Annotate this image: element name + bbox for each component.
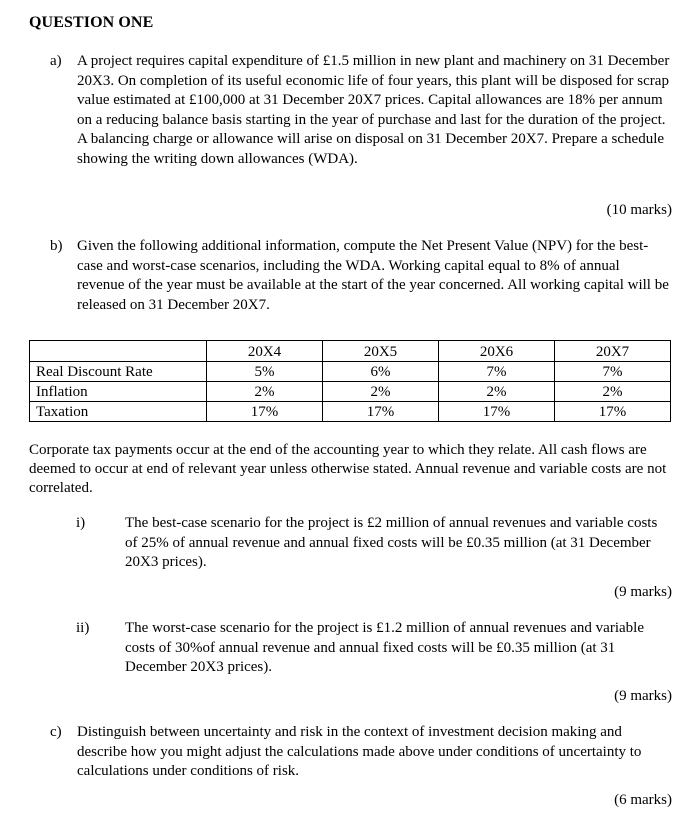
table-row-label: Real Discount Rate	[30, 362, 207, 382]
part-c	[50, 723, 670, 782]
rates-table	[29, 340, 671, 422]
table-cell: 2%	[323, 382, 439, 402]
table-cell: 2%	[555, 382, 671, 402]
subpart-i	[76, 514, 666, 573]
table-header-cell: 20X7	[555, 341, 671, 362]
part-b-label: b)	[50, 238, 63, 254]
table-header-cell: 20X5	[323, 341, 439, 362]
table-row	[30, 362, 671, 382]
table-row-label: Inflation	[30, 382, 207, 402]
tax-note: Corporate tax payments occur at the end of the accounting year to which they relate. All cash flows are deemed to occur at end of relevant year unless otherwise stated. Annual revenue and variable costs are not correlated.	[29, 442, 667, 496]
table-cell: 6%	[323, 362, 439, 382]
table-cell: 2%	[207, 382, 323, 402]
table-cell: 7%	[555, 362, 671, 382]
table-cell: 2%	[439, 382, 555, 402]
table-header-cell: 20X4	[207, 341, 323, 362]
part-c-label: c)	[50, 724, 62, 740]
part-a-text: A project requires capital expenditure of £1.5 million in new plant and machinery on 31 December 20X3. On completion of its useful economic life of four years, this plant will be disposed for scrap value estimated at £100,000 at 31 December 20X7 prices. Capital allowances are 18% per annum on a reducing balance basis starting in the year of purchase and last for the duration of the project. A balancing charge or allowance will arise on disposal on 31 December 20X7. Prepare a schedule showing the writing down allowances (WDA).	[77, 53, 670, 167]
part-b	[50, 237, 670, 315]
table-row-label: Taxation	[30, 402, 207, 422]
subpart-i-text: The best-case scenario for the project is £2 million of annual revenues and variable costs of 25% of annual revenue and annual fixed costs will be £0.35 million (at 31 December 20X3 prices).	[125, 515, 658, 570]
subpart-i-label: i)	[76, 515, 86, 531]
table-row	[30, 382, 671, 402]
part-b-text: Given the following additional information, compute the Net Present Value (NPV) for the best-case and worst-case scenarios, including the WDA. Working capital equal to 8% of annual revenue of the year must be available at the start of the year concerned. All working capital will be released on 31 December 20X7.	[77, 238, 669, 313]
subpart-ii	[76, 619, 666, 678]
subpart-ii-text: The worst-case scenario for the project is £1.2 million of annual revenues and variable costs of 30%of annual revenue and annual fixed costs will be £0.35 million (at 31 December 20X3 prices).	[125, 620, 644, 675]
table-cell: 17%	[555, 402, 671, 422]
subpart-ii-marks: (9 marks)	[614, 688, 672, 704]
table-header-cell: 20X6	[439, 341, 555, 362]
table-row	[30, 402, 671, 422]
table-header-cell	[30, 341, 207, 362]
question-heading: QUESTION ONE	[29, 14, 154, 31]
part-c-marks: (6 marks)	[614, 792, 672, 808]
subpart-ii-label: ii)	[76, 620, 90, 636]
table-cell: 17%	[323, 402, 439, 422]
part-a-label: a)	[50, 53, 62, 69]
part-a-marks: (10 marks)	[606, 202, 672, 218]
table-cell: 5%	[207, 362, 323, 382]
table-header-row	[30, 341, 671, 362]
part-c-text: Distinguish between uncertainty and risk in the context of investment decision making and describe how you might adjust the calculations made above under conditions of uncertainty to calculations under conditions of risk.	[77, 724, 642, 779]
table-cell: 7%	[439, 362, 555, 382]
subpart-i-marks: (9 marks)	[614, 584, 672, 600]
table-cell: 17%	[439, 402, 555, 422]
table-cell: 17%	[207, 402, 323, 422]
part-a	[50, 52, 670, 169]
